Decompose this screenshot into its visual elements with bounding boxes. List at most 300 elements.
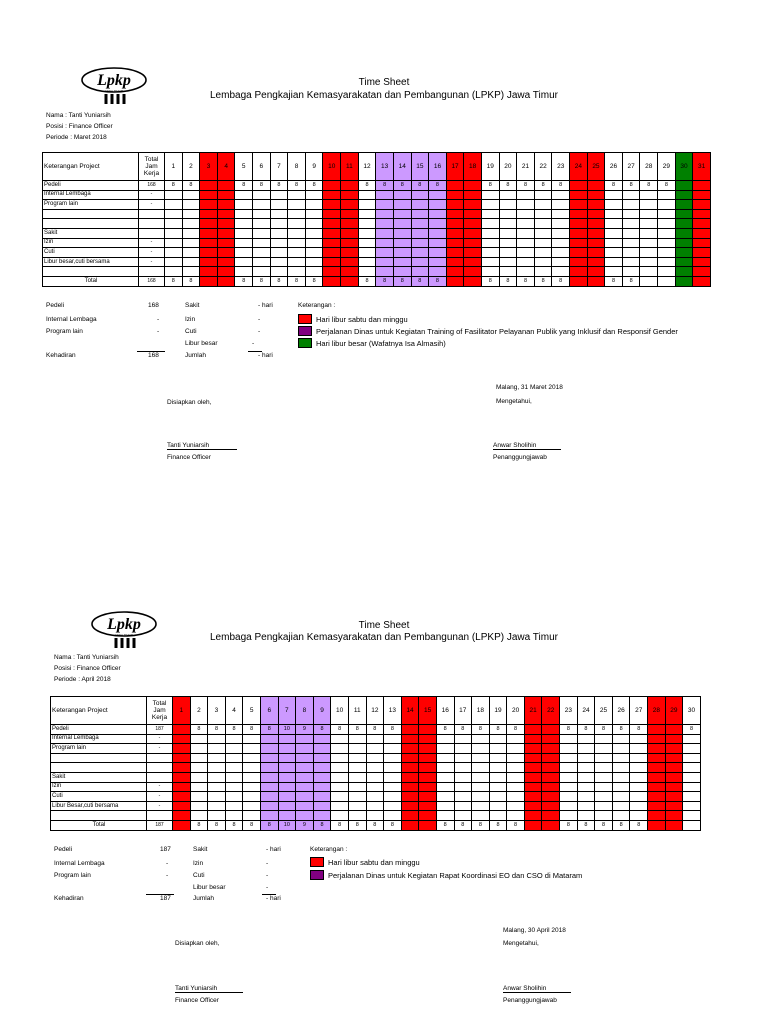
table-row (51, 782, 701, 792)
day-cell (173, 782, 191, 792)
day-cell (190, 801, 208, 811)
day-cell (577, 744, 595, 754)
day-cell (454, 811, 472, 821)
day-cell (348, 753, 366, 763)
day-cell (225, 772, 243, 782)
signer-right-name-2: Anwar Sholihin (503, 985, 571, 993)
signer-right-role: Penanggungjawab (493, 454, 547, 461)
summary-pedeli-value: 168 (148, 302, 159, 309)
day-cell (507, 792, 525, 802)
summary-libur-value-2: - (266, 884, 269, 891)
header-project: Keterangan Project (51, 697, 147, 725)
row-label: Total (43, 276, 139, 286)
day-cell (665, 753, 683, 763)
summary-program-label-2: Program lain (54, 872, 91, 879)
day-cell (225, 734, 243, 744)
summary-libur-value: - (252, 340, 255, 347)
day-cell (260, 772, 278, 782)
period-2: Periode : April 2018 (54, 676, 111, 683)
day-cell (419, 782, 437, 792)
day-cell (384, 811, 402, 821)
header-day-16: 16 (436, 697, 454, 725)
summary-sakit-label-2: Sakit (193, 846, 208, 853)
summary-jumlah-value-2: - hari (266, 895, 281, 902)
day-cell (683, 792, 701, 802)
legend-text-holiday-2: Hari libur sabtu dan minggu (328, 858, 420, 867)
row-total: - (147, 782, 173, 792)
day-cell: 8 (260, 820, 278, 830)
summary-program-value: - (157, 328, 160, 335)
day-cell: 8 (534, 276, 552, 286)
day-cell (648, 782, 666, 792)
day-cell (560, 782, 578, 792)
day-cell (331, 734, 349, 744)
day-cell (489, 753, 507, 763)
day-cell (190, 763, 208, 773)
summary-internal-label: Internal Lembaga (46, 316, 97, 323)
day-cell (384, 734, 402, 744)
header-day-15: 15 (411, 153, 429, 181)
day-cell: 8 (208, 725, 226, 735)
logo-subtext-2: JAWA TIMUR (114, 633, 134, 637)
day-cell: 8 (595, 725, 613, 735)
day-cell: 8 (260, 725, 278, 735)
day-cell (648, 811, 666, 821)
day-cell (331, 801, 349, 811)
day-cell (331, 763, 349, 773)
day-cell (401, 772, 419, 782)
day-cell (524, 792, 542, 802)
day-cell (331, 744, 349, 754)
day-cell (454, 753, 472, 763)
day-cell: 8 (331, 820, 349, 830)
header-day-20: 20 (507, 697, 525, 725)
day-cell: 8 (436, 820, 454, 830)
day-cell (683, 744, 701, 754)
legend-text-national-holiday: Hari libur besar (Wafatnya Isa Almasih) (316, 339, 446, 348)
day-cell (542, 801, 560, 811)
row-label: Libur Besar,cuti bersama (51, 801, 147, 811)
day-cell: 8 (605, 181, 623, 191)
acknowledged-by: Mengetahui, (496, 398, 532, 405)
day-cell (260, 782, 278, 792)
day-cell (524, 772, 542, 782)
day-cell (384, 744, 402, 754)
day-cell (296, 801, 314, 811)
day-cell (454, 801, 472, 811)
header-day-22: 22 (534, 153, 552, 181)
day-cell (542, 782, 560, 792)
day-cell (630, 792, 648, 802)
summary-pedeli-label: Pedeli (46, 302, 65, 309)
summary-cuti-label-2: Cuti (193, 872, 205, 879)
day-cell (243, 801, 261, 811)
row-label: Izin (51, 782, 147, 792)
header-day-4: 4 (225, 697, 243, 725)
day-cell (401, 792, 419, 802)
table-total-row (51, 820, 701, 830)
day-cell (384, 753, 402, 763)
day-cell (524, 734, 542, 744)
day-cell (260, 753, 278, 763)
day-cell (648, 725, 666, 735)
day-cell: 8 (331, 725, 349, 735)
day-cell: 8 (305, 181, 323, 191)
header-day-12: 12 (358, 153, 376, 181)
day-cell (560, 772, 578, 782)
day-cell (472, 811, 490, 821)
row-label (51, 811, 147, 821)
day-cell: 10 (278, 820, 296, 830)
day-cell (665, 734, 683, 744)
day-cell (542, 744, 560, 754)
table-row (51, 801, 701, 811)
summary-sakit-label: Sakit (185, 302, 200, 309)
header-day-8: 8 (288, 153, 306, 181)
table-row (51, 792, 701, 802)
header-day-6: 6 (253, 153, 271, 181)
day-cell (595, 763, 613, 773)
day-cell: 8 (489, 725, 507, 735)
day-cell (208, 772, 226, 782)
day-cell (173, 792, 191, 802)
day-cell (630, 744, 648, 754)
day-cell (542, 772, 560, 782)
day-cell (472, 772, 490, 782)
day-cell: 8 (481, 181, 499, 191)
day-cell (454, 734, 472, 744)
day-cell (278, 763, 296, 773)
day-cell (489, 734, 507, 744)
header-day-11: 11 (341, 153, 359, 181)
day-cell: 9 (296, 725, 314, 735)
row-label: Internal Lembaga (51, 734, 147, 744)
day-cell: 8 (288, 181, 306, 191)
day-cell (296, 763, 314, 773)
day-cell: 8 (288, 276, 306, 286)
header-day-7: 7 (278, 697, 296, 725)
day-cell: 8 (552, 276, 570, 286)
day-cell (384, 763, 402, 773)
sheet-title: Time Sheet (358, 77, 410, 88)
summary-internal-value: - (157, 316, 160, 323)
row-total: - (139, 200, 165, 210)
day-cell (648, 734, 666, 744)
day-cell (278, 772, 296, 782)
day-cell (665, 801, 683, 811)
day-cell (524, 753, 542, 763)
day-cell (683, 801, 701, 811)
day-cell (542, 792, 560, 802)
day-cell (419, 811, 437, 821)
day-cell (630, 763, 648, 773)
day-cell: 8 (165, 276, 183, 286)
employee-name-2: Nama : Tanti Yuniarsih (54, 654, 119, 661)
day-cell (384, 782, 402, 792)
header-day-11: 11 (348, 697, 366, 725)
row-total (147, 811, 173, 821)
day-cell: 8 (683, 725, 701, 735)
day-cell (577, 753, 595, 763)
day-cell (507, 744, 525, 754)
day-cell: 8 (507, 820, 525, 830)
day-cell (348, 744, 366, 754)
header-day-21: 21 (517, 153, 535, 181)
day-cell (683, 772, 701, 782)
day-cell: 8 (630, 725, 648, 735)
header-day-21: 21 (524, 697, 542, 725)
day-cell: 8 (366, 725, 384, 735)
header-day-12: 12 (366, 697, 384, 725)
day-cell (595, 792, 613, 802)
day-cell (296, 811, 314, 821)
header-day-29: 29 (665, 697, 683, 725)
day-cell (173, 725, 191, 735)
day-cell: 8 (560, 820, 578, 830)
day-cell (384, 772, 402, 782)
summary-pedeli-value-2: 187 (160, 846, 171, 853)
sheet-title-2: Time Sheet (358, 620, 410, 631)
summary-sakit-value: - hari (258, 302, 273, 309)
day-cell (331, 753, 349, 763)
day-cell (401, 744, 419, 754)
day-cell: 8 (225, 725, 243, 735)
day-cell (472, 792, 490, 802)
day-cell: 8 (499, 181, 517, 191)
day-cell (560, 734, 578, 744)
day-cell (524, 725, 542, 735)
legend-swatch-travel-2 (310, 870, 324, 880)
row-total: 168 (139, 276, 165, 286)
day-cell (331, 792, 349, 802)
day-cell (665, 811, 683, 821)
header-day-19: 19 (481, 153, 499, 181)
day-cell (560, 753, 578, 763)
day-cell (630, 772, 648, 782)
day-cell (577, 772, 595, 782)
day-cell (648, 744, 666, 754)
day-cell (173, 820, 191, 830)
header-day-18: 18 (472, 697, 490, 725)
day-cell: 8 (208, 820, 226, 830)
day-cell (489, 811, 507, 821)
day-cell: 8 (313, 820, 331, 830)
day-cell (401, 753, 419, 763)
day-cell (260, 734, 278, 744)
header-day-17: 17 (446, 153, 464, 181)
institution-name: Lembaga Pengkajian Kemasyarakatan dan Pembangunan (LPKP) Jawa Timur (210, 90, 558, 101)
day-cell (612, 801, 630, 811)
day-cell (612, 734, 630, 744)
legend-text-travel: Perjalanan Dinas untuk Kegiatan Training of Fasilitator Pelayanan Publik yang Inklusif dan Responsif Gender (316, 327, 678, 336)
day-cell (225, 811, 243, 821)
day-cell (331, 782, 349, 792)
day-cell (419, 734, 437, 744)
day-cell: 8 (348, 725, 366, 735)
header-total-hours: Total Jam Kerja (139, 153, 165, 181)
day-cell (507, 753, 525, 763)
header-day-29: 29 (658, 153, 676, 181)
day-cell: 8 (658, 181, 676, 191)
header-total-hours: Total Jam Kerja (147, 697, 173, 725)
header-day-22: 22 (542, 697, 560, 725)
row-label (51, 753, 147, 763)
legend-title-2: Keterangan : (310, 846, 348, 853)
day-cell (348, 772, 366, 782)
day-cell (401, 820, 419, 830)
summary-jumlah-value: - hari (258, 352, 273, 359)
day-cell (419, 792, 437, 802)
row-total: - (147, 734, 173, 744)
day-cell (348, 782, 366, 792)
day-cell: 8 (376, 276, 394, 286)
day-cell: 8 (270, 276, 288, 286)
header-day-31: 31 (693, 153, 711, 181)
legend-text-travel-2: Perjalanan Dinas untuk Kegiatan Rapat Koordinasi EO dan CSO di Mataram (328, 871, 583, 880)
day-cell: 8 (436, 725, 454, 735)
timesheet-table-2 (50, 696, 701, 831)
day-cell (577, 811, 595, 821)
day-cell: 8 (384, 725, 402, 735)
summary-libur-label: Libur besar (185, 340, 218, 347)
day-cell: 8 (612, 725, 630, 735)
day-cell (278, 782, 296, 792)
header-day-23: 23 (560, 697, 578, 725)
day-cell (419, 801, 437, 811)
day-cell: 8 (489, 820, 507, 830)
day-cell (560, 801, 578, 811)
header-day-28: 28 (640, 153, 658, 181)
day-cell (260, 744, 278, 754)
header-day-27: 27 (622, 153, 640, 181)
logo-text: Lpkp (97, 72, 131, 89)
day-cell (190, 753, 208, 763)
header-day-2: 2 (182, 153, 200, 181)
day-cell (190, 792, 208, 802)
summary-izin-label: Izin (185, 316, 196, 323)
day-cell (560, 763, 578, 773)
row-total: - (147, 801, 173, 811)
day-cell: 8 (376, 181, 394, 191)
day-cell (665, 820, 683, 830)
day-cell: 8 (454, 820, 472, 830)
header-day-14: 14 (393, 153, 411, 181)
day-cell (436, 811, 454, 821)
day-cell (489, 782, 507, 792)
day-cell (313, 734, 331, 744)
day-cell (260, 801, 278, 811)
day-cell (665, 772, 683, 782)
day-cell (683, 820, 701, 830)
day-cell (436, 744, 454, 754)
legend-title: Keterangan : (298, 302, 336, 309)
row-total: - (139, 190, 165, 200)
day-cell (665, 782, 683, 792)
summary-program-value-2: - (166, 872, 169, 879)
day-cell (366, 782, 384, 792)
row-total: 187 (147, 725, 173, 735)
day-cell (366, 753, 384, 763)
day-cell (612, 811, 630, 821)
summary-kehadiran-label: Kehadiran (46, 352, 76, 359)
day-cell (366, 734, 384, 744)
day-cell (225, 763, 243, 773)
day-cell (190, 744, 208, 754)
day-cell (542, 725, 560, 735)
row-label: Sakit (51, 772, 147, 782)
summary-internal-label-2: Internal Lembaga (54, 860, 105, 867)
header-day-10: 10 (331, 697, 349, 725)
day-cell (436, 801, 454, 811)
day-cell (560, 792, 578, 802)
day-cell (524, 763, 542, 773)
summary-cuti-value-2: - (266, 872, 269, 879)
day-cell (577, 782, 595, 792)
day-cell (577, 734, 595, 744)
day-cell (313, 782, 331, 792)
row-label: Internal Lembaga (43, 190, 139, 200)
day-cell (296, 734, 314, 744)
row-label: Libur besar,cuti bersama (43, 257, 139, 267)
day-cell (507, 772, 525, 782)
day-cell (208, 811, 226, 821)
day-cell (454, 763, 472, 773)
day-cell: 8 (358, 181, 376, 191)
day-cell: 8 (270, 181, 288, 191)
day-cell (296, 753, 314, 763)
day-cell (366, 744, 384, 754)
employee-info-2 (54, 652, 121, 685)
day-cell (683, 734, 701, 744)
summary-izin-label-2: Izin (193, 860, 204, 867)
row-total: - (147, 744, 173, 754)
day-cell (489, 772, 507, 782)
day-cell (243, 792, 261, 802)
day-cell (665, 792, 683, 802)
day-cell (524, 801, 542, 811)
day-cell (560, 811, 578, 821)
day-cell (542, 753, 560, 763)
day-cell (542, 734, 560, 744)
day-cell (401, 725, 419, 735)
header-day-4: 4 (217, 153, 235, 181)
day-cell (507, 801, 525, 811)
row-label: Total (51, 820, 147, 830)
day-cell (296, 782, 314, 792)
day-cell (331, 811, 349, 821)
summary-kehadiran-label-2: Kehadiran (54, 895, 84, 902)
day-cell (472, 734, 490, 744)
day-cell (683, 763, 701, 773)
header-day-9: 9 (305, 153, 323, 181)
day-cell (225, 753, 243, 763)
header-day-1: 1 (165, 153, 183, 181)
day-cell (612, 744, 630, 754)
day-cell: 8 (507, 725, 525, 735)
day-cell: 8 (235, 276, 253, 286)
day-cell: 8 (384, 820, 402, 830)
day-cell (296, 792, 314, 802)
day-cell (595, 734, 613, 744)
day-cell (472, 763, 490, 773)
header-day-25: 25 (595, 697, 613, 725)
day-cell (260, 811, 278, 821)
day-cell (472, 801, 490, 811)
day-cell: 8 (253, 181, 271, 191)
header-day-3: 3 (208, 697, 226, 725)
header-day-17: 17 (454, 697, 472, 725)
day-cell (208, 753, 226, 763)
